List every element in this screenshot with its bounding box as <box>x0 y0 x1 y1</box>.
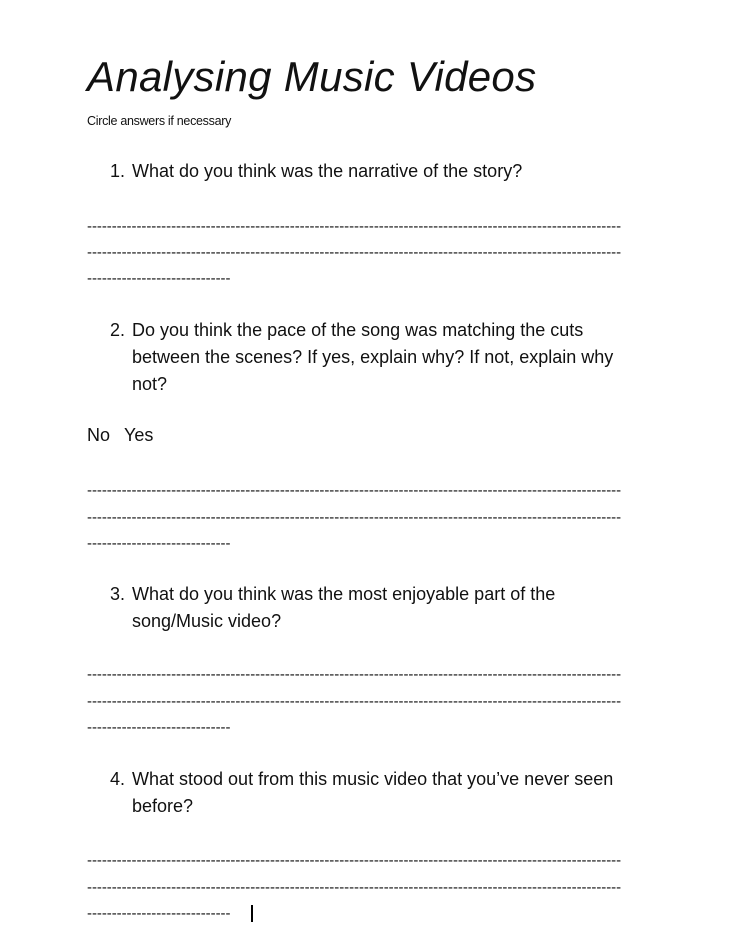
answer-line[interactable]: ------------------------------------------------------------------------------------------------------------ <box>87 694 622 709</box>
question-number: 3. <box>110 584 126 604</box>
page-title: Analysing Music Videos <box>87 53 537 100</box>
option-yes[interactable]: Yes <box>124 425 154 445</box>
question-number: 2. <box>110 320 126 340</box>
answer-line[interactable]: ----------------------------- <box>87 720 231 735</box>
question-4 <box>110 766 650 820</box>
answer-line[interactable]: ------------------------------------------------------------------------------------------------------------ <box>87 853 622 868</box>
answer-line[interactable]: ------------------------------------------------------------------------------------------------------------ <box>87 483 622 498</box>
question-text: What do you think was the narrative of the story? <box>132 161 523 181</box>
answer-line[interactable]: ------------------------------------------------------------------------------------------------------------ <box>87 880 622 895</box>
instructions-text: Circle answers if necessary <box>87 114 232 128</box>
answer-line[interactable]: ------------------------------------------------------------------------------------------------------------ <box>87 510 622 525</box>
answer-options <box>87 426 167 444</box>
question-2 <box>110 317 650 398</box>
answer-line[interactable]: ------------------------------------------------------------------------------------------------------------ <box>87 245 622 260</box>
answer-line[interactable]: ----------------------------- <box>87 906 231 921</box>
answer-line[interactable]: ------------------------------------------------------------------------------------------------------------ <box>87 667 622 682</box>
question-number: 4. <box>110 769 126 789</box>
question-text: What do you think was the most enjoyable part of the song/Music video? <box>132 584 556 631</box>
text-cursor <box>251 905 253 922</box>
answer-line[interactable]: ----------------------------- <box>87 536 231 551</box>
question-text: Do you think the pace of the song was matching the cuts between the scenes? If yes, explain why? If not, explain why not? <box>132 320 614 394</box>
answer-line[interactable]: ----------------------------- <box>87 271 231 286</box>
question-text: What stood out from this music video that you’ve never seen before? <box>132 769 614 816</box>
question-3 <box>110 581 650 635</box>
question-1 <box>110 158 650 185</box>
question-number: 1. <box>110 161 126 181</box>
answer-line[interactable]: ------------------------------------------------------------------------------------------------------------ <box>87 219 622 234</box>
option-no[interactable]: No <box>87 425 111 445</box>
